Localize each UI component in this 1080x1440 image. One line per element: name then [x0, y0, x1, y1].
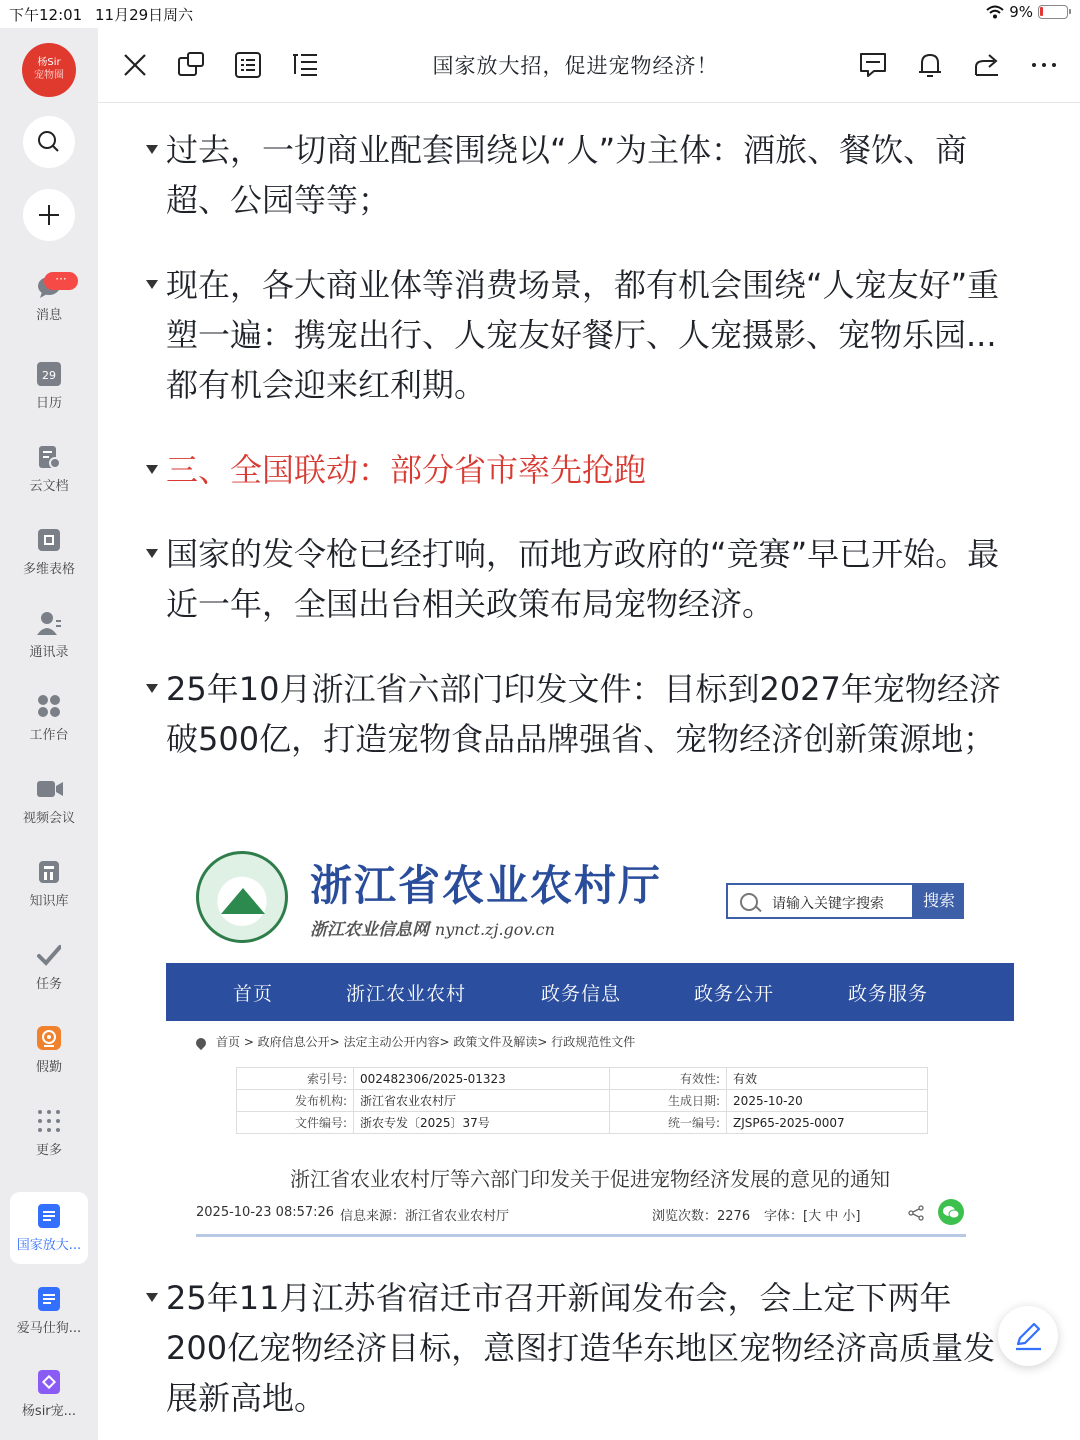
recent-doc-label: 国家放大... — [16, 1238, 82, 1253]
outline-list-icon[interactable] — [233, 50, 263, 80]
date: 11月29日周六 — [95, 6, 194, 24]
sidebar-item-contacts[interactable] — [0, 611, 98, 660]
sidebar-item-label: 任务 — [35, 977, 62, 992]
published-time: 2025-10-23 08:57:26 — [196, 1205, 335, 1220]
recent-doc-2[interactable] — [10, 1275, 88, 1347]
status-bar — [0, 0, 1080, 28]
share-icon[interactable] — [972, 50, 1002, 80]
table-of-contents-icon[interactable] — [290, 50, 320, 80]
table-icon — [37, 528, 61, 552]
info-source: 信息来源：浙江省农业农村厅 — [340, 1209, 510, 1224]
bullet-item — [146, 529, 1011, 629]
sidebar-item-label: 多维表格 — [22, 562, 75, 577]
collapse-triangle-icon[interactable] — [146, 465, 158, 474]
department-emblem-icon — [196, 851, 288, 943]
breadcrumb: 首页 > 政府信息公开> 法定主动公开内容> 政策文件及解读> 行政规范性文件 — [196, 1033, 635, 1050]
sidebar-item-label: 通讯录 — [29, 645, 69, 660]
divider — [196, 1234, 966, 1237]
search-button[interactable] — [23, 116, 75, 168]
recent-doc-label: 爱马仕狗... — [16, 1321, 82, 1336]
sidebar-item-workplace[interactable] — [0, 694, 98, 743]
site-search-input: 请输入关键字搜索 — [726, 883, 914, 919]
collapse-triangle-icon[interactable] — [146, 549, 158, 558]
recent-doc-1[interactable] — [10, 1192, 88, 1264]
avatar[interactable] — [22, 43, 76, 97]
close-icon[interactable] — [120, 50, 150, 80]
calendar-icon: 29 — [37, 362, 61, 386]
font-size-selector: 字体：[大 中 小] — [764, 1209, 861, 1224]
battery-icon — [1038, 5, 1068, 19]
site-nav-item: 政务信息 — [541, 983, 622, 1005]
site-search-button: 搜索 — [914, 883, 964, 919]
sidebar-item-messages[interactable] — [0, 274, 98, 323]
video-camera-icon — [37, 777, 61, 801]
more-dots-icon — [37, 1109, 61, 1133]
site-nav-item: 浙江农业农村 — [346, 983, 467, 1005]
wiki-icon — [38, 1370, 60, 1394]
site-url: nynct.zj.gov.cn — [434, 920, 555, 939]
plus-icon — [23, 189, 75, 241]
wifi-icon — [986, 5, 1004, 19]
sidebar-item-label: 更多 — [35, 1143, 62, 1158]
site-nav-item: 政务公开 — [694, 983, 775, 1005]
unread-badge: ··· — [44, 272, 78, 290]
section-heading — [146, 445, 1011, 495]
collapse-triangle-icon[interactable] — [146, 684, 158, 693]
cloud-doc-icon — [37, 445, 61, 469]
view-count: 浏览次数：2276 — [652, 1209, 751, 1224]
search-icon — [740, 893, 758, 911]
sidebar-item-label: 日历 — [35, 396, 62, 411]
sidebar-item-calendar[interactable] — [0, 362, 98, 411]
sidebar-item-label: 云文档 — [29, 479, 69, 494]
bullet-item — [146, 664, 1011, 764]
site-nav-item: 首页 — [233, 983, 274, 1005]
sidebar-item-label: 知识库 — [29, 894, 69, 909]
attendance-icon — [37, 1026, 61, 1050]
clock: 下午12:01 — [9, 6, 83, 24]
bullet-text: 25年11月江苏省宿迁市召开新闻发布会，会上定下两年200亿宠物经济目标，意图打造华东地区宠物经济高质量发展新高地。 — [166, 1279, 996, 1417]
pencil-icon — [998, 1306, 1058, 1366]
bullet-text: 三、全国联动：部分省市率先抢跑 — [166, 451, 647, 489]
wechat-icon — [938, 1199, 964, 1225]
sidebar-item-knowledge-base[interactable] — [0, 860, 98, 909]
bullet-text: 25年10月浙江省六部门印发文件：目标到2027年宠物经济破500亿，打造宠物食品品牌强省、宠物经济创新策源地； — [166, 670, 1001, 758]
site-nav-item: 政务服务 — [848, 983, 929, 1005]
sidebar — [0, 28, 98, 1440]
knowledge-base-icon — [37, 860, 61, 884]
bullet-item — [146, 1273, 1011, 1423]
doc-icon — [38, 1287, 60, 1311]
notice-title: 浙江省农业农村厅等六部门印发关于促进宠物经济发展的意见的通知 — [290, 1167, 890, 1191]
edit-button[interactable] — [998, 1306, 1058, 1366]
sidebar-item-tasks[interactable] — [0, 943, 98, 992]
bullet-text: 过去，一切商业配套围绕以“人”为主体：酒旅、餐饮、商超、公园等等； — [166, 131, 968, 219]
share-nodes-icon — [908, 1205, 924, 1221]
sidebar-item-label: 工作台 — [29, 728, 69, 743]
task-check-icon — [37, 943, 61, 967]
collapse-triangle-icon[interactable] — [146, 280, 158, 289]
avatar-line1: 杨Sir — [37, 57, 61, 68]
bullet-item — [146, 260, 1011, 410]
embedded-screenshot[interactable] — [166, 831, 1014, 1241]
sidebar-item-label: 视频会议 — [22, 811, 75, 826]
recent-doc-3[interactable] — [10, 1358, 88, 1430]
bullet-item — [146, 125, 1011, 225]
sidebar-item-label: 假勤 — [35, 1060, 62, 1075]
battery-percent: 9% — [1009, 3, 1033, 21]
location-pin-icon — [194, 1035, 208, 1049]
comment-icon[interactable] — [858, 50, 888, 80]
site-name: 浙江省农业农村厅 — [310, 861, 663, 910]
apps-grid-icon — [37, 694, 61, 718]
doc-toolbar — [98, 28, 1080, 103]
sidebar-item-label: 消息 — [35, 308, 62, 323]
doc-icon — [38, 1204, 60, 1228]
add-button[interactable] — [23, 189, 75, 241]
site-nav-bar — [166, 963, 1014, 1021]
sidebar-item-bitable[interactable] — [0, 528, 98, 577]
bell-icon[interactable] — [915, 50, 945, 80]
bullet-text: 现在，各大商业体等消费场景，都有机会围绕“人宠友好”重塑一遍：携宠出行、人宠友好餐厅、人宠摄影、宠物乐园...都有机会迎来红利期。 — [166, 266, 1000, 404]
new-window-icon[interactable] — [176, 50, 206, 80]
sidebar-item-video-meeting[interactable] — [0, 777, 98, 826]
recent-doc-label: 杨sir宠... — [21, 1404, 77, 1419]
avatar-line2: 宠物圈 — [34, 70, 64, 81]
doc-body — [98, 103, 1080, 1440]
sidebar-item-attendance[interactable] — [0, 1026, 98, 1075]
bullet-text: 国家的发令枪已经打响，而地方政府的“竞赛”早已开始。最近一年，全国出台相关政策布局宠物经济。 — [166, 535, 1000, 623]
site-subtitle: 浙江农业信息网 nynct.zj.gov.cn — [310, 920, 555, 940]
doc-title: 国家放大招，促进宠物经济！ — [432, 54, 719, 78]
more-icon[interactable] — [1029, 50, 1059, 80]
search-icon — [23, 116, 75, 168]
collapse-triangle-icon[interactable] — [146, 145, 158, 154]
sidebar-item-more[interactable] — [0, 1109, 98, 1158]
document-meta-table: 索引号: 002482306/2025-01323 有效性: 有效 发布机构: 浙江省农业农村厅 生成日期: 2025-10-20 文件编号: 浙农专发〔2025〕37号 统一编号: ZJSP65-2025-0007 — [236, 1067, 928, 1134]
sidebar-item-cloud-docs[interactable] — [0, 445, 98, 494]
contacts-icon — [37, 611, 61, 635]
collapse-triangle-icon[interactable] — [146, 1293, 158, 1302]
